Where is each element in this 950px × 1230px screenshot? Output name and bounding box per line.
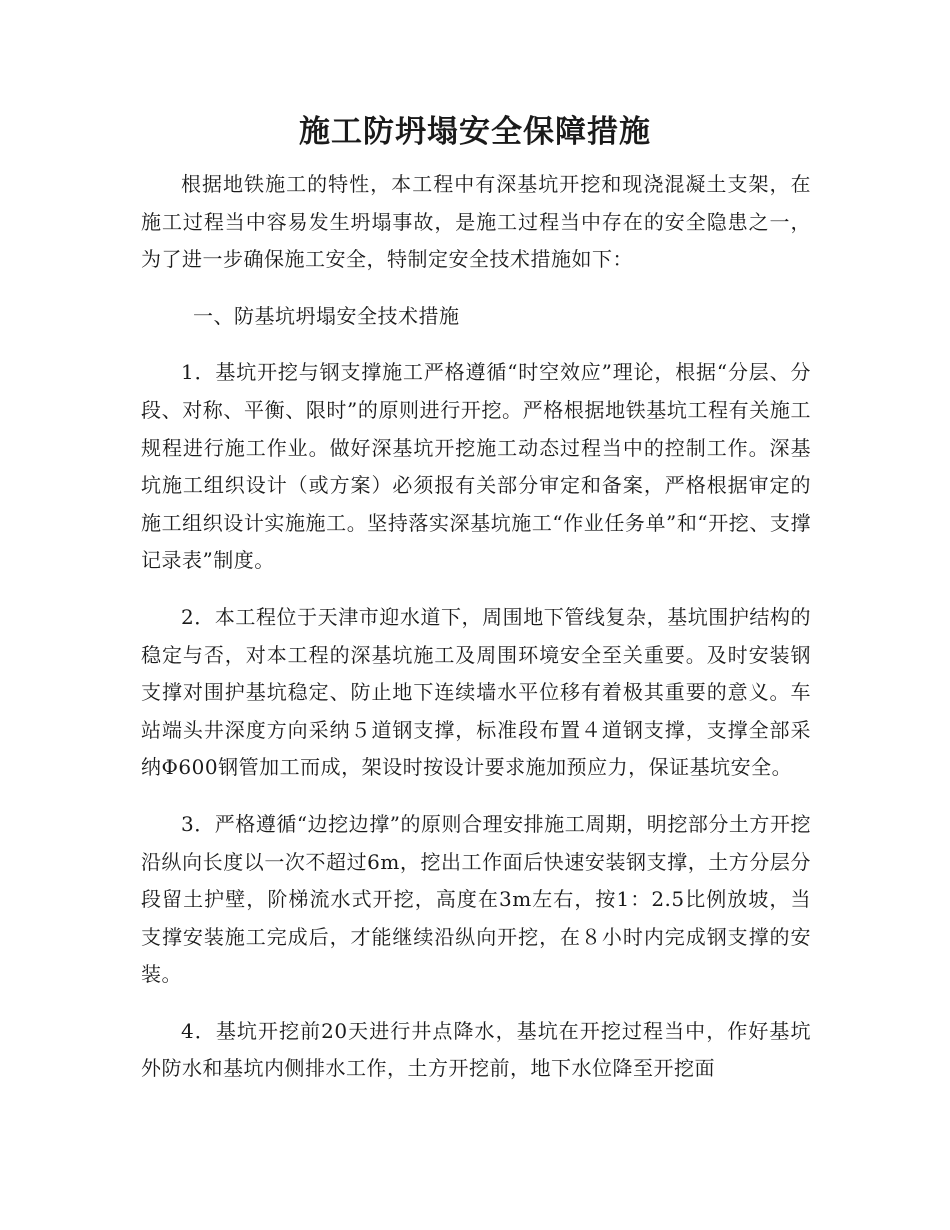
section-heading: 一、防基坑坍塌安全技术措施 <box>193 303 460 328</box>
document-body <box>141 166 811 1088</box>
measure-paragraph-4: 4．基坑开挖前20天进行井点降水，基坑在开挖过程当中，作好基坑外防水和基坑内侧排水工作，土方开挖前，地下水位降至开挖面 <box>141 1018 811 1081</box>
measure-paragraph-3: 3．严格遵循“边挖边撑”的原则合理安排施工周期，明挖部分土方开挖沿纵向长度以一次不超过6m，挖出工作面后快速安装钢支撑，土方分层分段留土护壁，阶梯流水式开挖，高度在3m左右，按1：2.5比例放坡，当支撑安装施工完成后，才能继续沿纵向开挖，在８小时内完成钢支撑的安装。 <box>141 811 811 987</box>
intro-paragraph: 根据地铁施工的特性，本工程中有深基坑开挖和现浇混凝土支架，在施工过程当中容易发生坍塌事故，是施工过程当中存在的安全隐患之一，为了进一步确保施工安全，特制定安全技术措施如下： <box>141 172 811 272</box>
measure-paragraph-1: 1．基坑开挖与钢支撑施工严格遵循“时空效应”理论，根据“分层、分段、对称、平衡、限时”的原则进行开挖。严格根据地铁基坑工程有关施工规程进行施工作业。做好深基坑开挖施工动态过程当中的控制工作。深基坑施工组织设计（或方案）必须报有关部分审定和备案，严格根据审定的施工组织设计实施施工。坚持落实深基坑施工“作业任务单”和“开挖、支撑记录表”制度。 <box>141 360 811 573</box>
document-title: 施工防坍塌安全保障措施 <box>299 114 651 150</box>
measure-paragraph-2: 2．本工程位于天津市迎水道下，周围地下管线复杂，基坑围护结构的稳定与否，对本工程的深基坑施工及周围环境安全至关重要。及时安装钢支撑对围护基坑稳定、防止地下连续墙水平位移有着极其重要的意义。车站端头井深度方向采纳５道钢支撑，标准段布置４道钢支撑，支撑全部采纳Φ600钢管加工而成，架设时按设计要求施加预应力，保证基坑安全。 <box>141 604 811 780</box>
